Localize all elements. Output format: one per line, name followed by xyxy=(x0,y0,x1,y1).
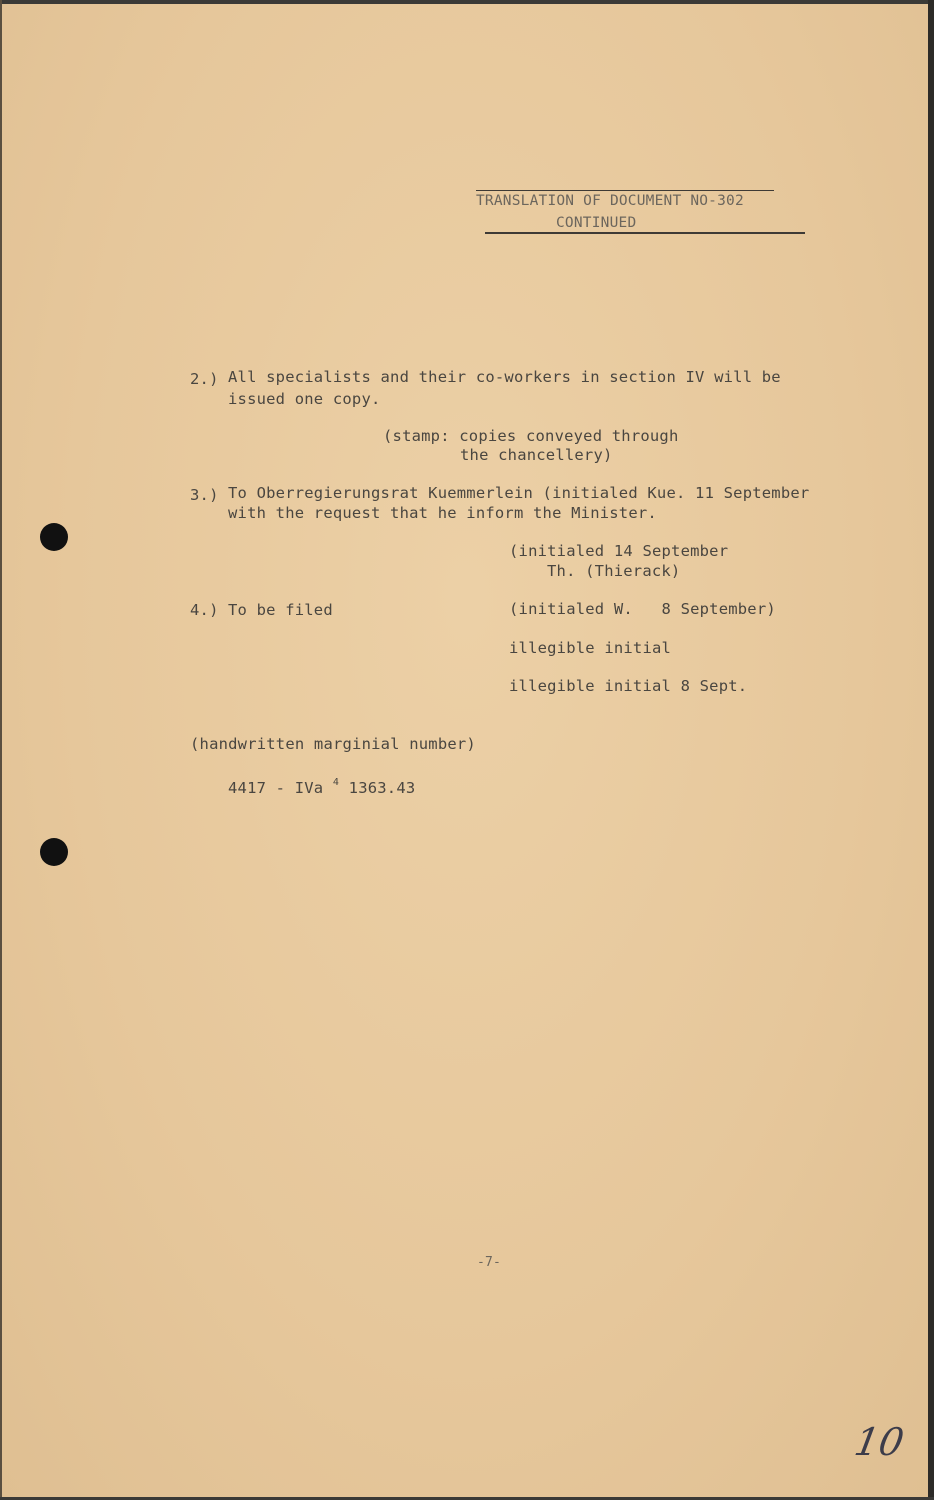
scan-edge-right xyxy=(928,0,934,1500)
item-3-initials-1: (initialed 14 September xyxy=(509,542,729,560)
scan-edge-left xyxy=(0,0,2,1500)
item-4-initials-2: illegible initial xyxy=(509,639,672,657)
punch-hole-top xyxy=(40,523,68,551)
item-4-number: 4.) xyxy=(190,601,219,619)
item-4-initials-1: (initialed W. 8 September) xyxy=(509,600,776,618)
item-2-line-2: issued one copy. xyxy=(228,390,381,408)
item-4-initials-3: illegible initial 8 Sept. xyxy=(509,677,748,695)
scan-edge-top xyxy=(0,0,934,4)
stamp-line-2: the chancellery) xyxy=(460,446,613,464)
header-top-rule xyxy=(476,190,774,191)
marginal-number-pre: 4417 - IVa xyxy=(228,779,324,797)
punch-hole-bottom xyxy=(40,838,68,866)
header-underline xyxy=(485,232,805,234)
marginal-label: (handwritten marginial number) xyxy=(190,735,476,753)
item-3-number: 3.) xyxy=(190,486,219,504)
item-3-line-2: with the request that he inform the Minister. xyxy=(228,504,657,522)
header-subtitle: CONTINUED xyxy=(556,215,637,231)
item-2-line-1: All specialists and their co-workers in section IV will be xyxy=(228,368,781,386)
header-title: TRANSLATION OF DOCUMENT NO-302 xyxy=(476,193,744,209)
marginal-number xyxy=(228,773,415,798)
item-3-line-1: To Oberregierungsrat Kuemmerlein (initialed Kue. 11 September xyxy=(228,484,810,502)
item-2-number: 2.) xyxy=(190,370,219,388)
item-4-line-1: To be filed xyxy=(228,601,333,619)
stamp-line-1: (stamp: copies conveyed through xyxy=(383,427,679,445)
marginal-number-post: 1363.43 xyxy=(348,779,416,797)
page-number: -7- xyxy=(477,1255,502,1270)
item-3-initials-2: Th. (Thierack) xyxy=(547,562,681,580)
handwritten-folio-number: 10 xyxy=(851,1420,908,1464)
marginal-number-sup: 4 xyxy=(332,777,340,788)
